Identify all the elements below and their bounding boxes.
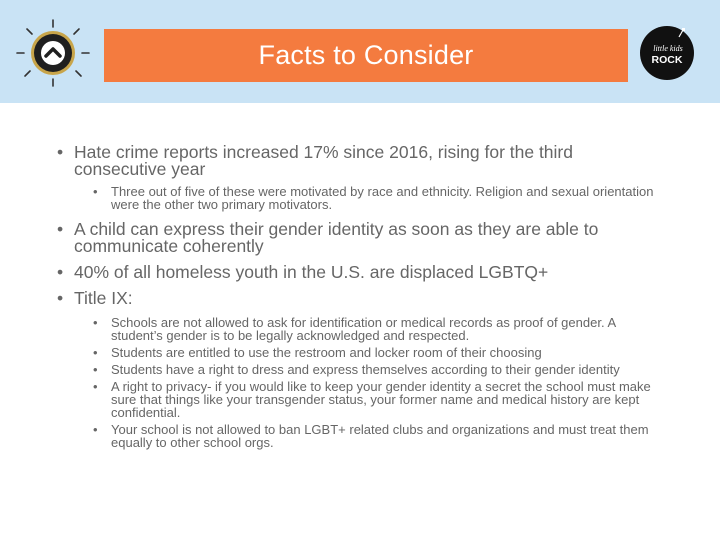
little-kids-rock-logo [639,25,695,81]
sub-bullet-text: Three out of five of these were motivated by race and ethnicity. Religion and sexual orientation were the other two primary motivators. [111,184,654,212]
bullet-item: • 40% of all homeless youth in the U.S. are displaced LGBTQ+ [57,262,549,282]
sub-bullet-text: Students have a right to dress and express themselves according to their gender identity [111,362,620,377]
sub-bullet-text: Your school is not allowed to ban LGBT+ related clubs and organizations and must treat them equally to other school orgs. [111,422,649,450]
title-banner [104,29,628,82]
bullet-text: Hate crime reports increased 17% since 2016, rising for the third consecutive year [74,142,573,179]
sub-bullet-text: A right to privacy- if you would like to keep your gender identity a secret the school must make sure that things like your transgender status, your former name and medical history are kept confidential. [111,379,651,420]
logo-line-1: little kids [653,44,683,53]
sub-bullet-text: Schools are not allowed to ask for identification or medical records as proof of gender. A student’s gender is to be legally acknowledged and respected. [111,315,616,343]
sub-bullet-item: • Your school is not allowed to ban LGBT+ related clubs and organizations and must treat them equally to other school orgs. [93,422,649,450]
sub-bullet-item: • Students have a right to dress and express themselves according to their gender identity [93,362,620,377]
logo-line-2: ROCK [651,54,683,66]
bullet-text: Title IX: [74,288,133,308]
bullet-item: • Title IX: [57,288,133,308]
bullet-text: A child can express their gender identity as soon as they are able to communicate coherently [74,219,599,256]
sub-bullet-item: • A right to privacy- if you would like to keep your gender identity a secret the school must make sure that things like your transgender status, your former name and medical history are kept confidential. [93,379,651,420]
sub-bullet-item: • Schools are not allowed to ask for identification or medical records as proof of gender. A student’s gender is to be legally acknowledged and respected. [93,315,616,343]
bullet-text: 40% of all homeless youth in the U.S. are displaced LGBTQ+ [74,262,549,282]
sun-chevron-logo-icon [15,18,91,88]
sub-bullet-item: • Students are entitled to use the restroom and locker room of their choosing [93,345,542,360]
sub-bullet-text: Students are entitled to use the restroom and locker room of their choosing [111,345,542,360]
bullet-item: • Hate crime reports increased 17% since 2016, rising for the third consecutive year [57,142,573,179]
bullet-item: • A child can express their gender identity as soon as they are able to communicate coherently [57,219,599,256]
bullet-list [57,144,667,453]
page-title: Facts to Consider [258,40,474,70]
sub-bullet-item: • Three out of five of these were motivated by race and ethnicity. Religion and sexual orientation were the other two primary motivators. [93,184,654,212]
